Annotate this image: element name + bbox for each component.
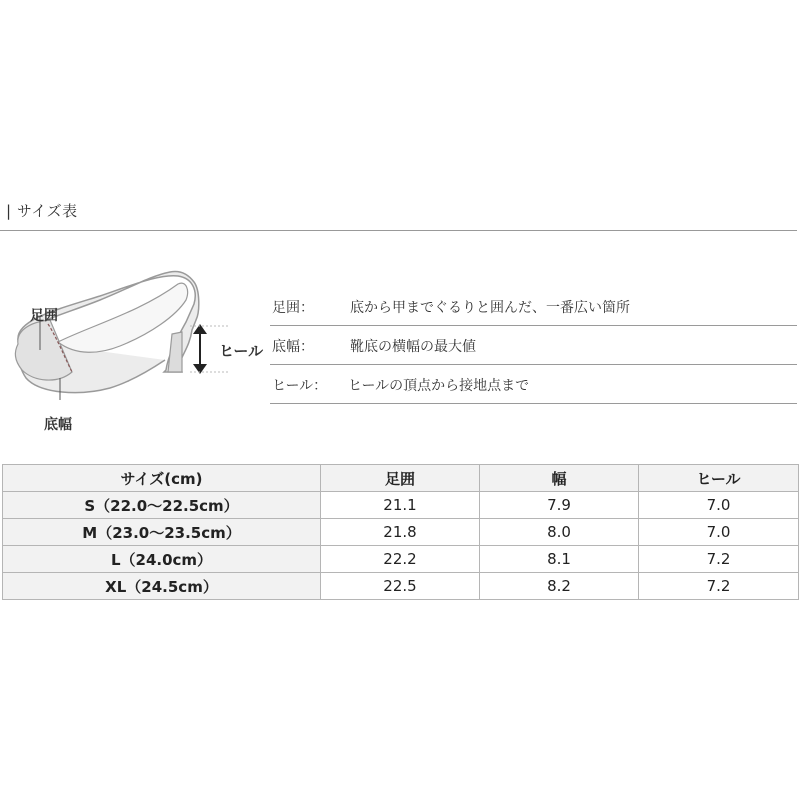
shoe-opening	[58, 283, 188, 352]
desc-value: ヒールの頂点から接地点まで	[348, 378, 530, 394]
girth-cell: 22.5	[321, 573, 480, 600]
header-girth: 足囲	[321, 465, 480, 492]
header-size: サイズ(cm)	[3, 465, 321, 492]
desc-value: 底から甲までぐるりと囲んだ、一番広い箇所	[350, 300, 630, 316]
size-cell: S（22.0～22.5cm）	[3, 492, 321, 519]
table-row	[3, 492, 799, 519]
girth-cell: 21.8	[321, 519, 480, 546]
table-row	[3, 546, 799, 573]
girth-cell: 21.1	[321, 492, 480, 519]
desc-row-heel	[270, 365, 797, 404]
width-cell: 8.2	[480, 573, 639, 600]
width-cell: 8.0	[480, 519, 639, 546]
label-girth: 足囲	[30, 308, 58, 324]
desc-key: 足囲：	[272, 300, 314, 316]
girth-cell: 22.2	[321, 546, 480, 573]
desc-row-width	[270, 326, 797, 365]
heel-cell: 7.2	[639, 573, 799, 600]
label-sole-width: 底幅	[44, 417, 72, 433]
header-heel: ヒール	[639, 465, 799, 492]
table-row	[3, 573, 799, 600]
size-cell: XL（24.5cm）	[3, 573, 321, 600]
heel-cell: 7.0	[639, 492, 799, 519]
size-cell: M（23.0～23.5cm）	[3, 519, 321, 546]
label-heel: ヒール	[219, 342, 264, 360]
desc-value: 靴底の横幅の最大値	[350, 339, 476, 355]
width-cell: 7.9	[480, 492, 639, 519]
header-width: 幅	[480, 465, 639, 492]
desc-key: 底幅：	[272, 339, 314, 355]
width-cell: 8.1	[480, 546, 639, 573]
heel	[168, 332, 182, 372]
table-row	[3, 519, 799, 546]
title-divider	[0, 230, 797, 231]
table-header-row	[3, 465, 799, 492]
desc-key: ヒール：	[272, 378, 328, 394]
heel-cell: 7.0	[639, 519, 799, 546]
heel-cell: 7.2	[639, 546, 799, 573]
size-cell: L（24.0cm）	[3, 546, 321, 573]
size-table	[2, 464, 799, 600]
desc-row-girth	[270, 287, 797, 326]
section-title: | サイズ表	[6, 202, 78, 220]
